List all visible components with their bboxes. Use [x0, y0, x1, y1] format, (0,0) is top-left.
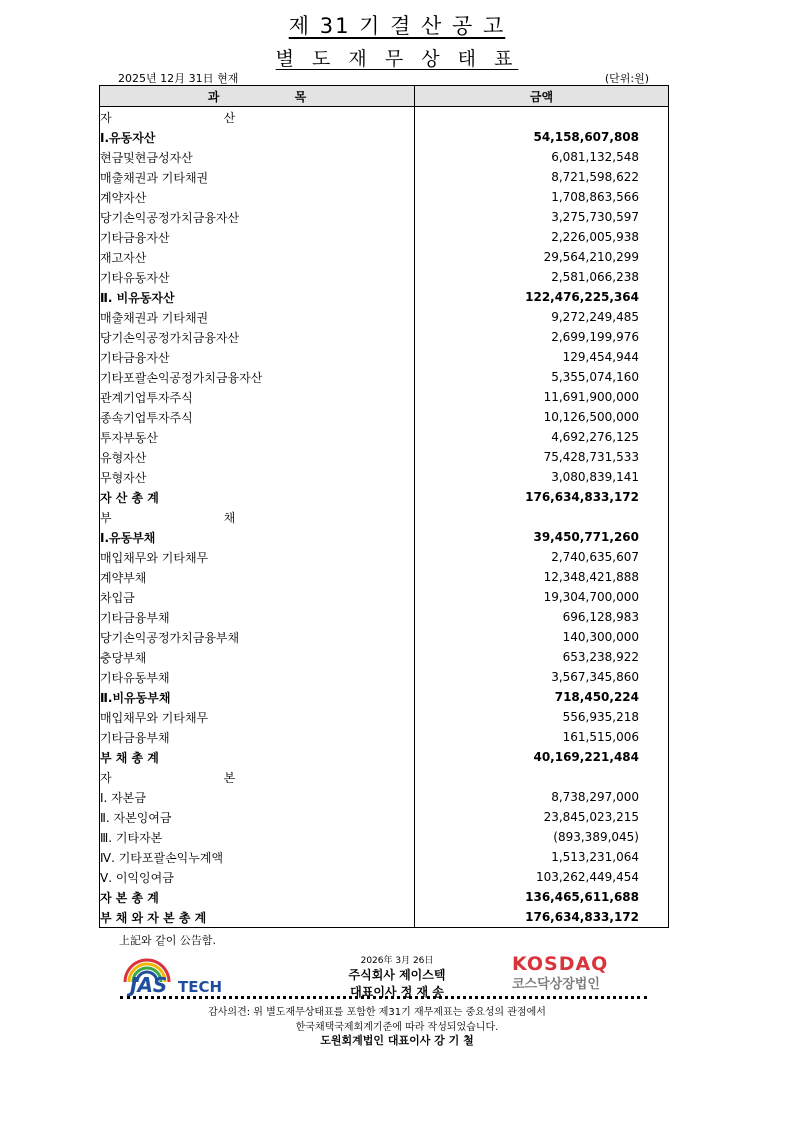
account-cell: Ⅱ. 비유동자산	[100, 287, 415, 307]
table-row	[100, 627, 669, 647]
amount-cell: 9,272,249,485	[415, 307, 669, 327]
account-cell: Ⅴ. 이익잉여금	[100, 867, 415, 887]
table-row	[100, 807, 669, 827]
amount-cell: 23,845,023,215	[415, 807, 669, 827]
table-row	[100, 207, 669, 227]
account-cell: 기타금융부채	[100, 727, 415, 747]
table-row	[100, 647, 669, 667]
table-row	[100, 587, 669, 607]
amount-cell: 54,158,607,808	[415, 127, 669, 147]
table-row	[100, 347, 669, 367]
account-cell: Ⅲ. 기타자본	[100, 827, 415, 847]
table-row	[100, 127, 669, 147]
amount-cell	[415, 767, 669, 787]
account-cell: 매출채권과 기타채권	[100, 307, 415, 327]
column-header-account: 과 목	[100, 86, 415, 107]
amount-cell: 122,476,225,364	[415, 287, 669, 307]
account-cell: Ⅱ. 자본잉여금	[100, 807, 415, 827]
account-cell: 기타유동자산	[100, 267, 415, 287]
amount-cell: 2,581,066,238	[415, 267, 669, 287]
table-row	[100, 887, 669, 907]
account-cell	[100, 107, 415, 128]
amount-cell: 176,634,833,172	[415, 907, 669, 928]
section-label-second: 본	[223, 770, 236, 785]
account-cell: 계약부채	[100, 567, 415, 587]
amount-cell: 1,708,863,566	[415, 187, 669, 207]
table-row	[100, 847, 669, 867]
auditor-name: 도원회계법인 대표이사 강 기 철	[320, 1034, 474, 1047]
amount-cell: 653,238,922	[415, 647, 669, 667]
kosdaq-logo: KOSDAQ	[512, 953, 609, 975]
sign-date: 2026年 3月 26日	[360, 956, 434, 966]
table-row	[100, 867, 669, 887]
table-row	[100, 167, 669, 187]
logo-text-tech: TECH	[178, 978, 223, 996]
section-label: 부	[100, 510, 112, 525]
table-header-row	[100, 86, 669, 107]
logo-text-jas: JAS	[130, 973, 168, 996]
account-cell	[100, 767, 415, 787]
amount-cell: 4,692,276,125	[415, 427, 669, 447]
amount-cell	[415, 507, 669, 527]
amount-cell: 718,450,224	[415, 687, 669, 707]
table-row	[100, 727, 669, 747]
account-cell: 기타금융자산	[100, 347, 415, 367]
amount-cell: 8,738,297,000	[415, 787, 669, 807]
statement-date: 2025년 12月 31日 현재	[118, 72, 239, 85]
table-row	[100, 227, 669, 247]
amount-cell: 3,275,730,597	[415, 207, 669, 227]
account-cell: 재고자산	[100, 247, 415, 267]
account-cell: 부 채 와 자 본 총 계	[100, 907, 415, 928]
account-cell	[100, 507, 415, 527]
amount-cell: 19,304,700,000	[415, 587, 669, 607]
balance-sheet-table	[99, 85, 669, 928]
amount-cell: 161,515,006	[415, 727, 669, 747]
account-cell: 당기손익공정가치금융자산	[100, 207, 415, 227]
account-cell: 매출채권과 기타채권	[100, 167, 415, 187]
account-cell: 매입채무와 기타채무	[100, 707, 415, 727]
account-cell: 기타금융자산	[100, 227, 415, 247]
section-label: 자	[100, 110, 112, 125]
section-label-second: 채	[223, 510, 236, 525]
table-row	[100, 187, 669, 207]
account-cell: 기타금융부채	[100, 607, 415, 627]
audit-opinion-line2: 한국채택국제회계기준에 따라 작성되었습니다.	[295, 1022, 499, 1033]
unit-label: (단위:원)	[604, 72, 649, 85]
amount-cell: 1,513,231,064	[415, 847, 669, 867]
account-cell: 부 채 총 계	[100, 747, 415, 767]
amount-cell: 129,454,944	[415, 347, 669, 367]
table-row	[100, 387, 669, 407]
amount-cell: 75,428,731,533	[415, 447, 669, 467]
statement-title: 별 도 재 무 상 태 표	[275, 48, 519, 70]
account-cell: 무형자산	[100, 467, 415, 487]
table-row	[100, 767, 669, 787]
account-cell: Ⅰ.유동자산	[100, 127, 415, 147]
table-row	[100, 287, 669, 307]
amount-cell: (893,389,045)	[415, 827, 669, 847]
account-cell: 충당부채	[100, 647, 415, 667]
audit-opinion-line1: 감사의견: 위 별도재무상태표를 포함한 제31기 재무제표는 중요성의 관점에서	[208, 1007, 546, 1018]
table-row	[100, 247, 669, 267]
account-cell: 현금및현금성자산	[100, 147, 415, 167]
account-cell: 자 산 총 계	[100, 487, 415, 507]
amount-cell: 3,080,839,141	[415, 467, 669, 487]
amount-cell: 140,300,000	[415, 627, 669, 647]
table-body	[100, 107, 669, 928]
table-row	[100, 567, 669, 587]
section-label-second: 산	[223, 110, 236, 125]
account-cell: 유형자산	[100, 447, 415, 467]
amount-cell: 3,567,345,860	[415, 667, 669, 687]
notice-statement: 上記와 같이 公告함.	[119, 934, 216, 947]
amount-cell: 6,081,132,548	[415, 147, 669, 167]
amount-cell: 29,564,210,299	[415, 247, 669, 267]
amount-cell: 2,226,005,938	[415, 227, 669, 247]
amount-cell: 39,450,771,260	[415, 527, 669, 547]
column-header-amount: 금액	[415, 86, 669, 107]
amount-cell: 11,691,900,000	[415, 387, 669, 407]
table-row	[100, 607, 669, 627]
amount-cell: 696,128,983	[415, 607, 669, 627]
table-row	[100, 107, 669, 128]
amount-cell: 2,740,635,607	[415, 547, 669, 567]
table-row	[100, 427, 669, 447]
amount-cell: 176,634,833,172	[415, 487, 669, 507]
table-row	[100, 667, 669, 687]
account-cell: 종속기업투자주식	[100, 407, 415, 427]
table-row	[100, 687, 669, 707]
table-row	[100, 327, 669, 347]
table-row	[100, 907, 669, 928]
account-cell: 매입채무와 기타채무	[100, 547, 415, 567]
table-row	[100, 407, 669, 427]
account-cell: 차입금	[100, 587, 415, 607]
account-cell: 투자부동산	[100, 427, 415, 447]
notice-title: 제 31 기 결 산 공 고	[288, 14, 506, 38]
account-cell: Ⅰ.유동부채	[100, 527, 415, 547]
account-cell: 당기손익공정가치금융자산	[100, 327, 415, 347]
table-row	[100, 447, 669, 467]
amount-cell: 556,935,218	[415, 707, 669, 727]
amount-cell: 136,465,611,688	[415, 887, 669, 907]
amount-cell: 103,262,449,454	[415, 867, 669, 887]
table-row	[100, 707, 669, 727]
company-name: 주식회사 제이스텍	[348, 968, 446, 982]
amount-cell: 12,348,421,888	[415, 567, 669, 587]
account-cell: Ⅰ. 자본금	[100, 787, 415, 807]
table-row	[100, 747, 669, 767]
account-cell: 자 본 총 계	[100, 887, 415, 907]
table-row	[100, 547, 669, 567]
amount-cell: 2,699,199,976	[415, 327, 669, 347]
table-row	[100, 307, 669, 327]
dotted-divider	[120, 996, 647, 999]
amount-cell: 40,169,221,484	[415, 747, 669, 767]
table-row	[100, 527, 669, 547]
amount-cell: 5,355,074,160	[415, 367, 669, 387]
account-cell: 기타포괄손익공정가치금융자산	[100, 367, 415, 387]
amount-cell	[415, 107, 669, 128]
account-cell: 기타유동부채	[100, 667, 415, 687]
account-cell: Ⅳ. 기타포괄손익누계액	[100, 847, 415, 867]
table-row	[100, 507, 669, 527]
amount-cell: 10,126,500,000	[415, 407, 669, 427]
table-row	[100, 367, 669, 387]
account-cell: 계약자산	[100, 187, 415, 207]
table-row	[100, 467, 669, 487]
account-cell: 관계기업투자주식	[100, 387, 415, 407]
table-row	[100, 827, 669, 847]
table-row	[100, 147, 669, 167]
kosdaq-listed-label: 코스닥상장법인	[512, 977, 600, 992]
table-row	[100, 787, 669, 807]
table-row	[100, 487, 669, 507]
ceo-name: 대표이사 정 재 송	[350, 985, 444, 999]
table-row	[100, 267, 669, 287]
account-cell: 당기손익공정가치금융부채	[100, 627, 415, 647]
section-label: 자	[100, 770, 112, 785]
account-cell: Ⅱ.비유동부채	[100, 687, 415, 707]
amount-cell: 8,721,598,622	[415, 167, 669, 187]
